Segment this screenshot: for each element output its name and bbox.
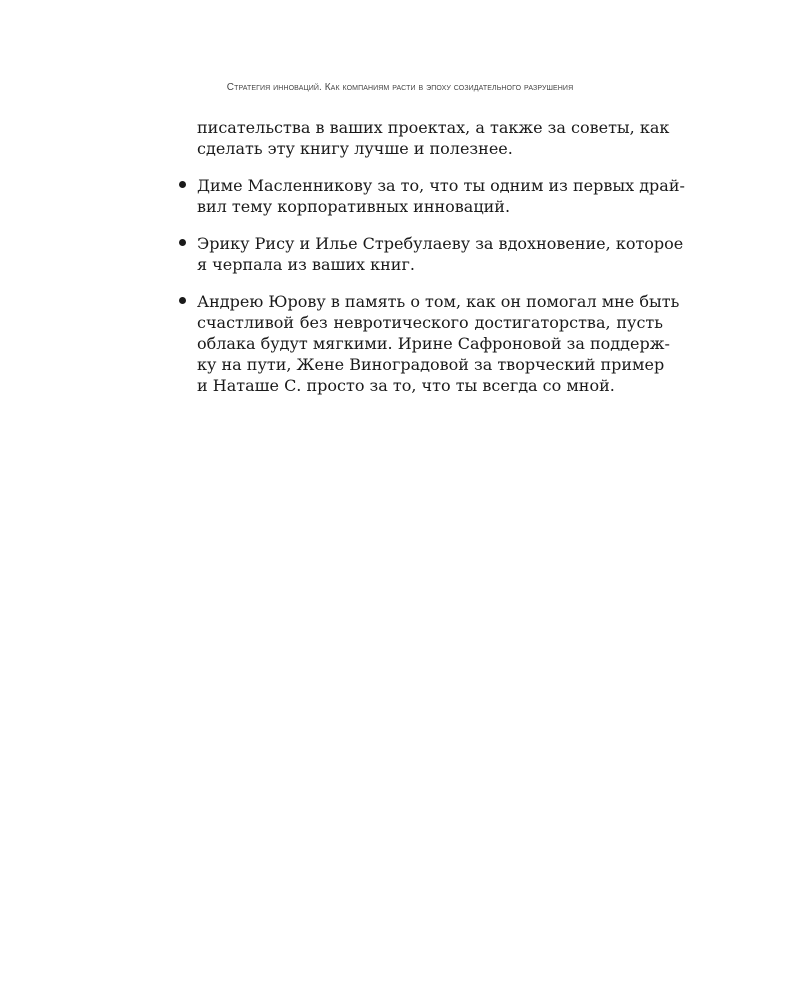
- list-item: [197, 175, 685, 217]
- bullet-icon: [179, 239, 186, 246]
- continuation-paragraph: [197, 117, 670, 159]
- list-item-text: [197, 291, 680, 396]
- text-line: я черпала из ваших книг.: [197, 255, 415, 274]
- text-line: ку на пути, Жене Виноградовой за творческий пример: [197, 355, 665, 374]
- text-line: Эрику Рису и Илье Стребулаеву за вдохновение, которое: [197, 234, 684, 253]
- text-line: Андрею Юрову в память о том, как он помогал мне быть: [197, 292, 680, 311]
- body-text: [197, 117, 685, 396]
- text-line: и Наташе С. просто за то, что ты всегда со мной.: [197, 376, 615, 395]
- bullet-icon: [179, 181, 186, 188]
- list-item-text: [197, 175, 685, 217]
- text-line: облака будут мягкими. Ирине Сафроновой за поддерж-: [197, 334, 670, 353]
- bullet-icon: [179, 297, 186, 304]
- text-line: Диме Масленникову за то, что ты одним из первых драй-: [197, 176, 685, 195]
- acknowledgement-list: [197, 175, 685, 396]
- text-line: сделать эту книгу лучше и полезнее.: [197, 139, 513, 158]
- text-line: счастливой без невротического достигаторства, пусть: [197, 313, 663, 332]
- text-line: писательства в ваших проектах, а также за советы, как: [197, 118, 670, 137]
- text-line: вил тему корпоративных инноваций.: [197, 197, 511, 216]
- list-item: [197, 233, 684, 275]
- list-item-text: [197, 233, 684, 275]
- list-item: [197, 291, 680, 396]
- running-header: Стратегия инноваций. Как компаниям расти в эпоху созидательного разрушения: [226, 82, 574, 93]
